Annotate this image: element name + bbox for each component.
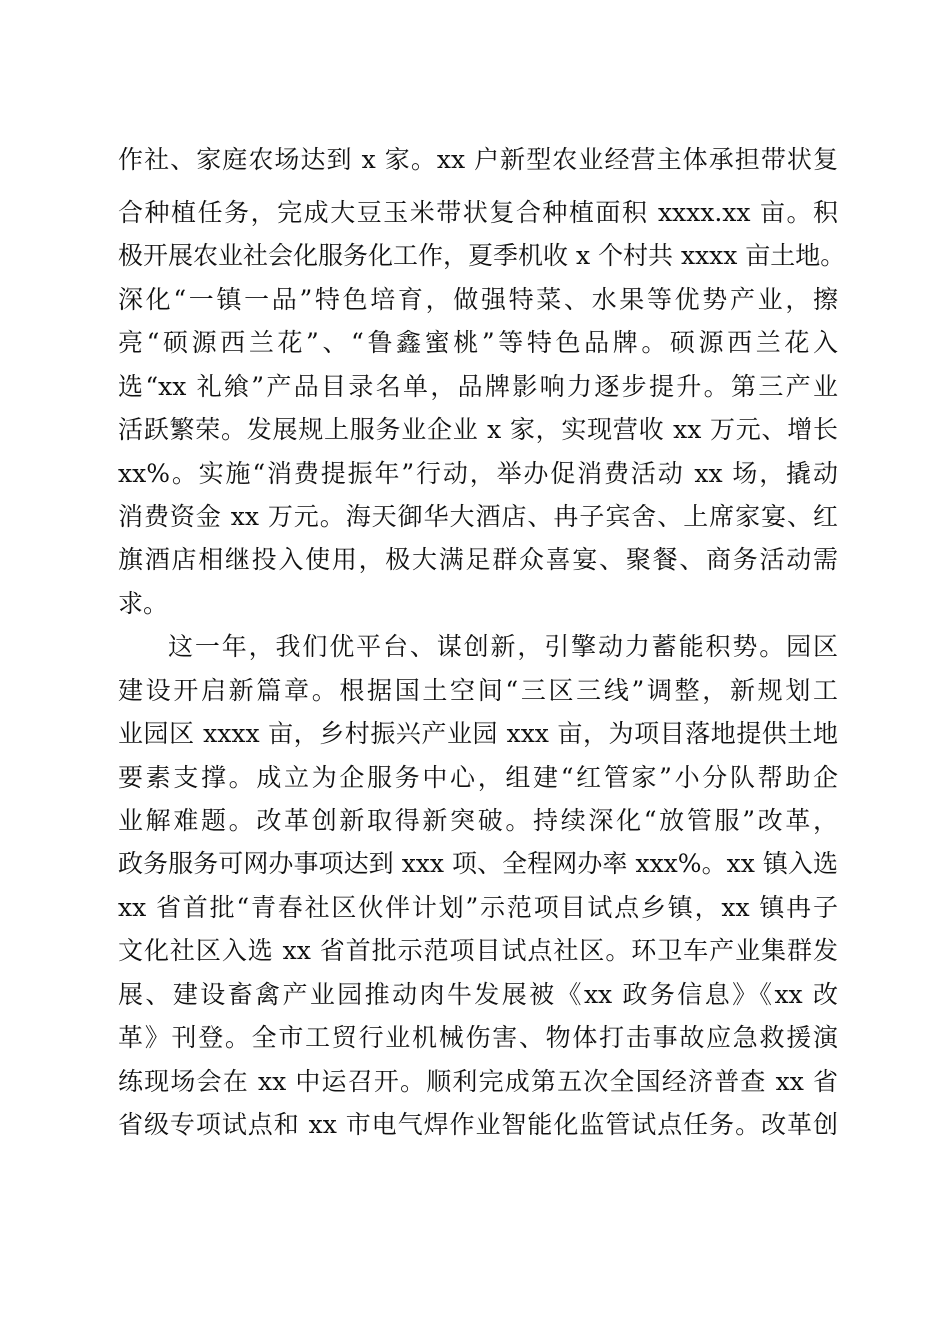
text-line: 业园区 xxxx 亩，乡村振兴产业园 xxx 亩，为项目落地提供土地 (118, 719, 838, 748)
text-line: 合种植任务，完成大豆玉米带状复合种植面积 xxxx.xx 亩。积 (118, 198, 838, 227)
text-line: 政务服务可网办事项达到 xxx 项、全程网办率 xxx%。xx 镇入选 (118, 849, 838, 878)
text-line: 业解难题。改革创新取得新突破。持续深化“放管服”改革， (118, 806, 838, 835)
text-line: xx 省首批“青春社区伙伴计划”示范项目试点乡镇，xx 镇冉子 (118, 893, 838, 922)
text-line: 消费资金 xx 万元。海天御华大酒店、冉子宾舍、上席家宴、红 (118, 502, 838, 531)
text-line: 要素支撑。成立为企服务中心，组建“红管家”小分队帮助企 (118, 763, 838, 792)
text-line: 文化社区入选 xx 省首批示范项目试点社区。环卫车产业集群发 (118, 936, 838, 965)
text-line: 建设开启新篇章。根据国土空间“三区三线”调整，新规划工 (118, 676, 838, 705)
text-line: 展、建设畜禽产业园推动肉牛发展被《xx 政务信息》《xx 改 (118, 980, 838, 1009)
text-line: 革》刊登。全市工贸行业机械伤害、物体打击事故应急救援演 (118, 1023, 838, 1052)
text-line: 作社、家庭农场达到 x 家。xx 户新型农业经营主体承担带状复 (118, 145, 838, 174)
paragraph-start-line: 这一年，我们优平台、谋创新，引擎动力蓄能积势。园区 (168, 632, 838, 661)
text-line: 省级专项试点和 xx 市电气焊作业智能化监管试点任务。改革创 (118, 1110, 838, 1139)
text-line: 求。 (118, 589, 169, 618)
text-line: xx%。实施“消费提振年”行动，举办促消费活动 xx 场，撬动 (118, 459, 838, 488)
text-line: 旗酒店相继投入使用，极大满足群众喜宴、聚餐、商务活动需 (118, 545, 838, 574)
text-line: 极开展农业社会化服务化工作，夏季机收 x 个村共 xxxx 亩土地。 (118, 241, 846, 270)
text-line: 练现场会在 xx 中运召开。顺利完成第五次全国经济普查 xx 省 (118, 1067, 838, 1096)
text-line: 选“xx 礼飨”产品目录名单，品牌影响力逐步提升。第三产业 (118, 372, 838, 401)
text-line: 活跃繁荣。发展规上服务业企业 x 家，实现营收 xx 万元、增长 (118, 415, 838, 444)
text-line: 亮“硕源西兰花”、“鲁鑫蜜桃”等特色品牌。硕源西兰花入 (118, 328, 838, 357)
text-line: 深化“一镇一品”特色培育，做强特菜、水果等优势产业，擦 (118, 285, 838, 314)
